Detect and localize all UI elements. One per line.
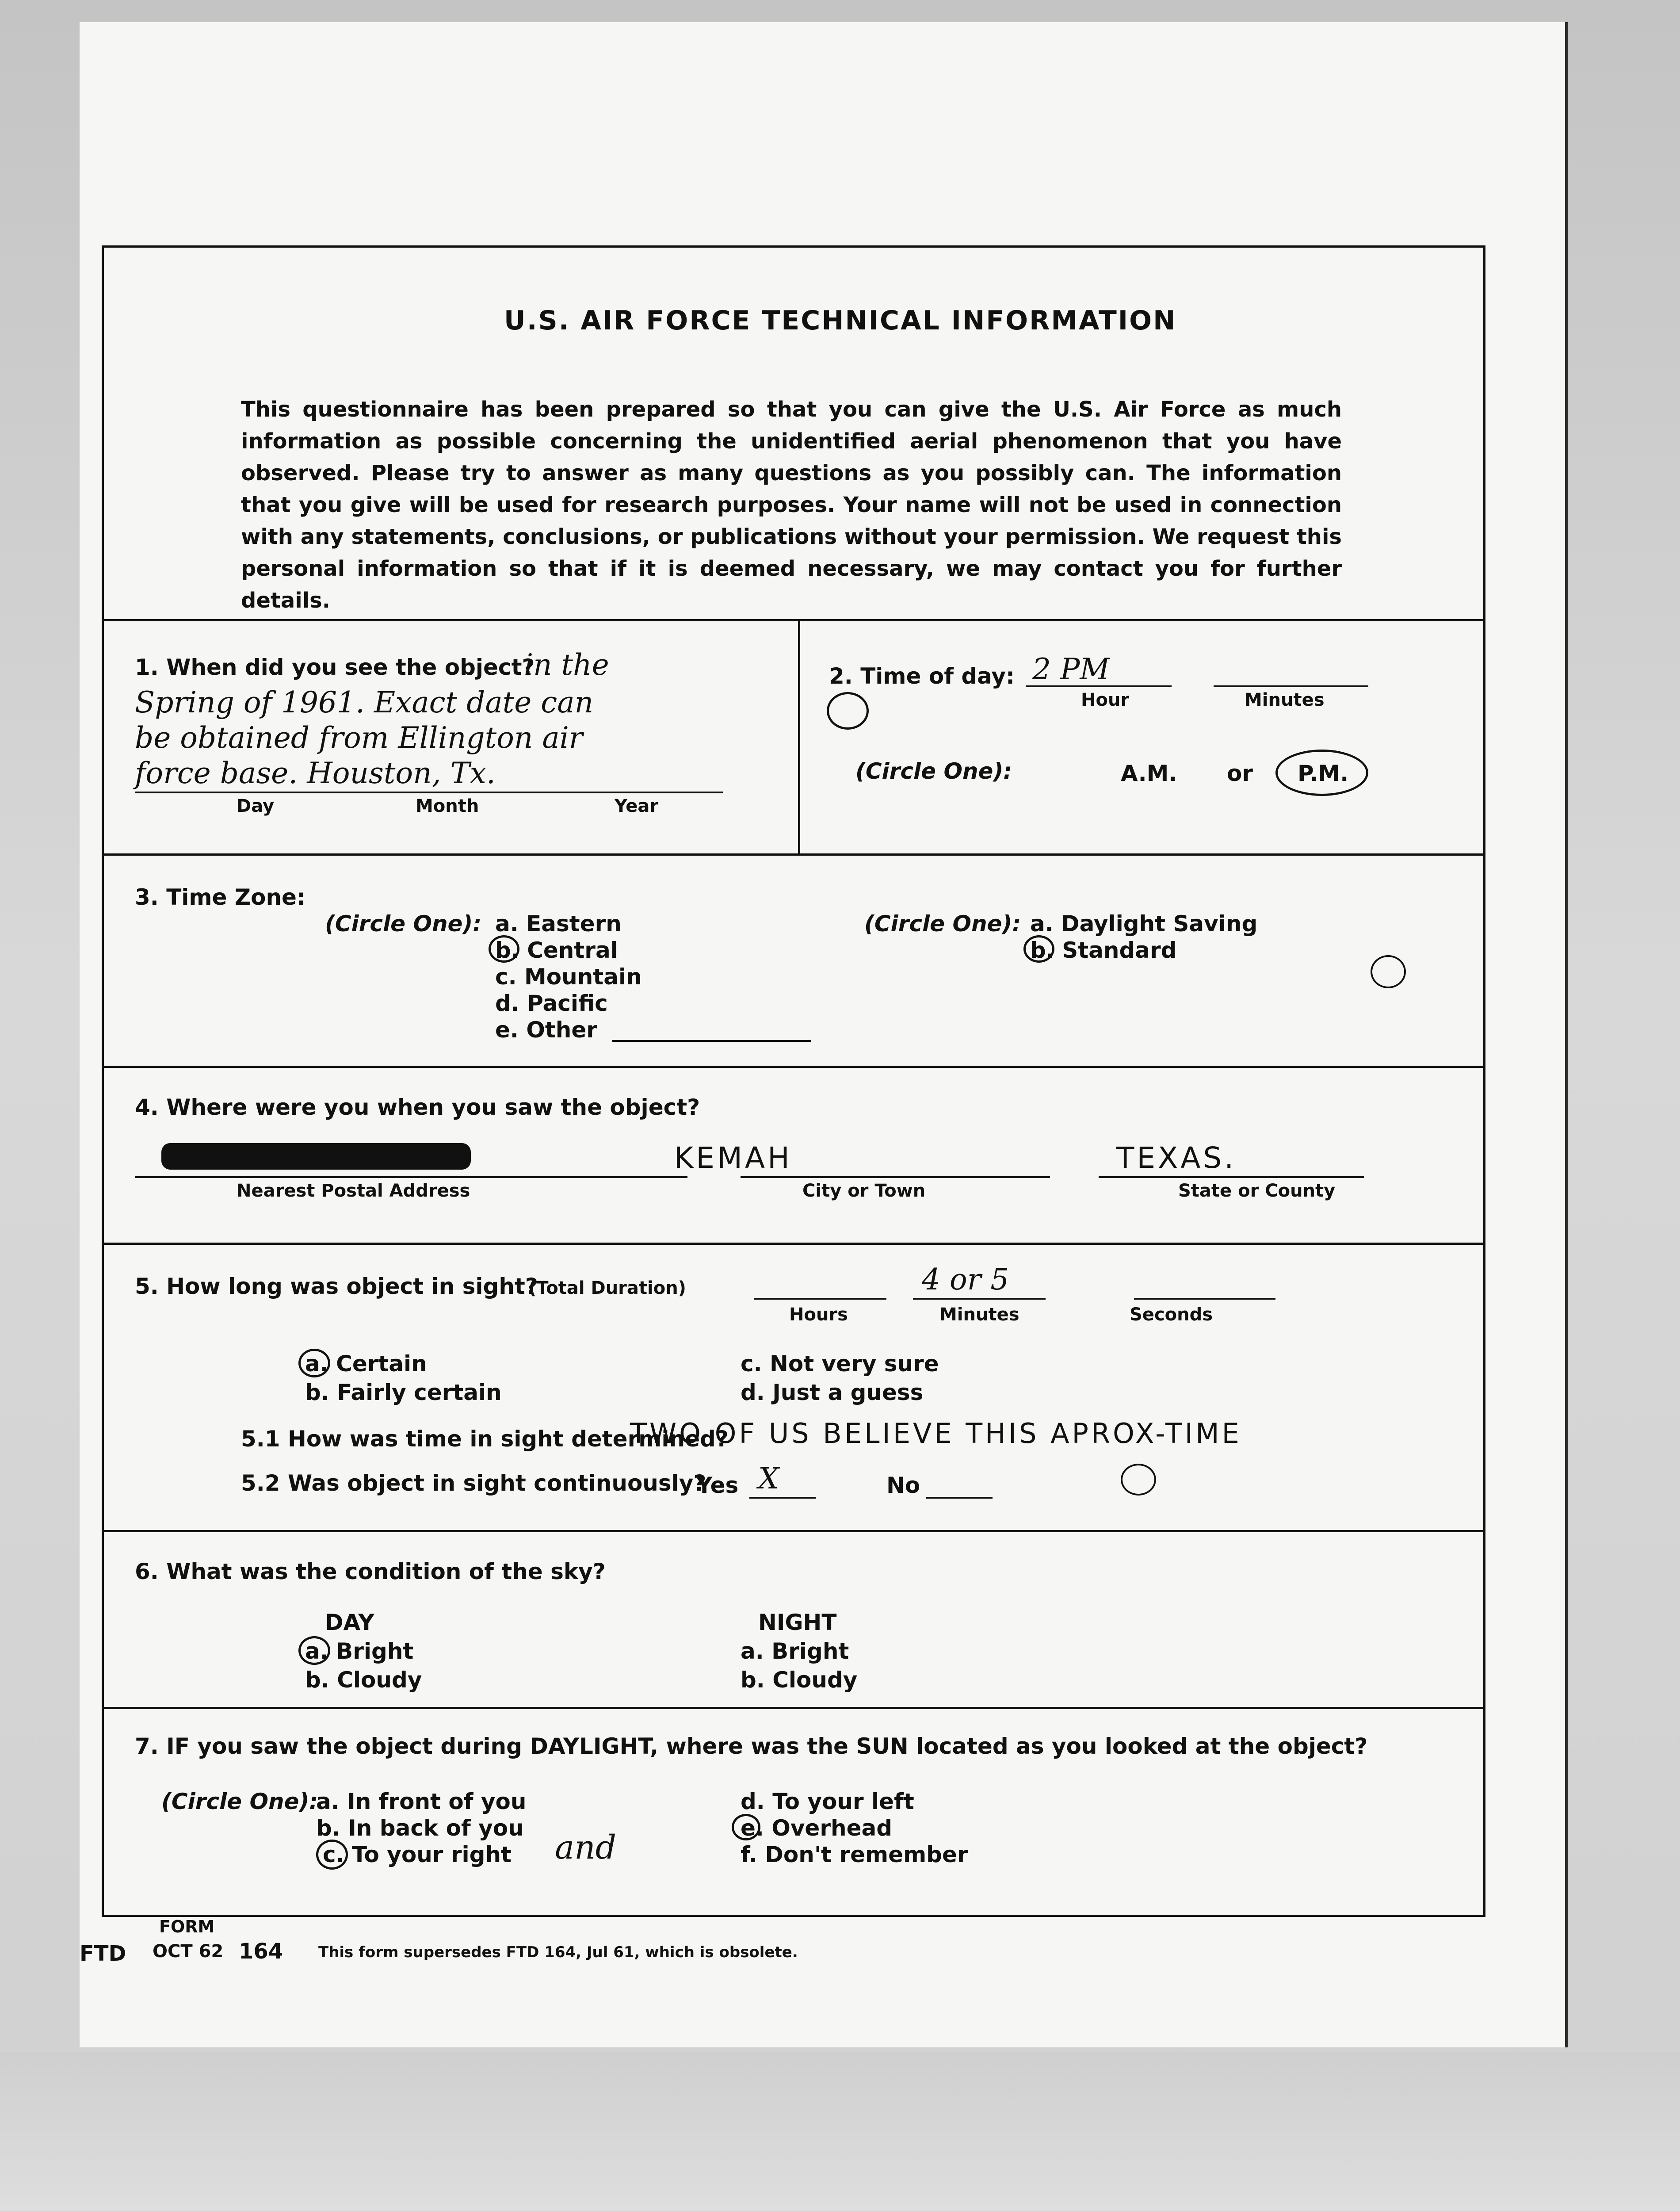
q3-option-other: e. Other [495,1017,597,1043]
q5-2-yes-line [749,1497,816,1499]
q6-day-heading: DAY [325,1610,374,1635]
q4-state-answer: TEXAS. [1116,1141,1237,1175]
q1-answer-line-1: in the [524,648,609,682]
q3-option-pacific: d. Pacific [495,991,608,1016]
footer-oct: OCT 62 [153,1941,224,1962]
q1-label-month: Month [416,796,479,816]
q5-minutes-line [913,1298,1046,1300]
divider [104,853,1483,856]
divider [104,1707,1483,1709]
q6-night-cloudy: b. Cloudy [741,1667,858,1693]
q5-2-no: No [886,1473,920,1498]
q5-option-fairly-certain: b. Fairly certain [305,1380,502,1405]
q2-answer-hour: 2 PM [1032,652,1110,686]
q3-option-standard: b. Standard [1030,937,1177,963]
q3-option-daylight-saving: a. Daylight Saving [1030,911,1258,937]
q2-am: A.M. [1121,761,1177,786]
q5-minutes-answer: 4 or 5 [922,1262,1009,1297]
q3-option-mountain: c. Mountain [495,964,642,990]
stray-circle-mark [1121,1464,1156,1496]
q5-2-question: 5.2 Was object in sight continuously? [241,1470,706,1496]
divider [104,1530,1483,1532]
q1-answer-line-2: Spring of 1961. Exact date can [135,685,594,719]
q4-label-address: Nearest Postal Address [237,1181,470,1201]
q5-label-minutes: Minutes [939,1304,1019,1325]
q5-2-yes-answer: X [758,1461,779,1496]
q4-label-state: State or County [1178,1181,1336,1201]
stray-circle-mark [1371,955,1406,988]
q3-other-line [612,1040,811,1042]
q5-option-certain: a. Certain [305,1351,427,1377]
q4-city-line [741,1176,1050,1178]
q2-hour-line [1026,685,1172,687]
form-title: U.S. AIR FORCE TECHNICAL INFORMATION [504,305,1177,336]
q6-night-heading: NIGHT [758,1610,837,1635]
q4-label-city: City or Town [802,1181,926,1201]
q3-circle-one-b: (Circle One): [864,911,1021,937]
q7-hand-and: and [555,1828,617,1867]
divider [798,619,800,853]
q2-label-minutes: Minutes [1245,690,1325,710]
q1-label-year: Year [615,796,659,816]
footer-note: This form supersedes FTD 164, Jul 61, which is obsolete. [318,1943,798,1961]
q5-1-answer: TWO OF US BELIEVE THIS APROX-TIME [630,1417,1242,1450]
q7-option-overhead: e. Overhead [741,1815,893,1841]
q1-question: 1. When did you see the object? [135,654,535,680]
q2-pm: P.M. [1298,761,1349,786]
q5-seconds-line [1134,1298,1275,1300]
q7-option-to-your-right: c. To your right [323,1842,512,1867]
q2-circle-one: (Circle One): [855,758,1012,784]
q7-option-in-back: b. In back of you [316,1815,524,1841]
divider [104,1243,1483,1245]
divider [104,1066,1483,1068]
q7-option-to-your-left: d. To your left [741,1789,914,1814]
q1-answer-line [135,792,723,793]
q4-address-line [135,1176,687,1178]
q5-label-hours: Hours [789,1304,848,1325]
q5-1-question: 5.1 How was time in sight determined? [241,1426,729,1452]
q2-question: 2. Time of day: [829,663,1015,689]
intro-paragraph: This questionnaire has been prepared so that you can give the U.S. Air Force as much information as possible concerning the unidentified aerial phenomenon that you have observed. Please try to answer as many questions as you possibly can. The information that you give will be used for research purposes. Your name will not be used in connection with any statements, conclusions, or publications without your permission. We request this personal information so that if it is deemed necessary, we may contact you for further details. [241,397,1342,613]
q5-label-seconds: Seconds [1130,1304,1213,1325]
q7-question: 7. IF you saw the object during DAYLIGHT, where was the SUN located as you looked at the object? [135,1733,1368,1759]
q4-city-answer: KEMAH [674,1141,792,1175]
q3-circle-one-a: (Circle One): [325,911,482,937]
footer-form-number: 164 [239,1939,283,1964]
q2-label-hour: Hour [1081,690,1130,710]
q5-question: 5. How long was object in sight? [135,1274,538,1299]
q5-hours-line [754,1298,886,1300]
scan-bottom-band [0,2052,1680,2211]
q6-night-bright: a. Bright [741,1638,849,1664]
q1-answer-line-3: be obtained from Ellington air [135,721,583,755]
q6-day-bright: a. Bright [305,1638,414,1664]
footer-ftd: FTD [80,1941,126,1966]
divider [104,619,1483,621]
q4-question: 4. Where were you when you saw the object? [135,1094,700,1120]
q1-label-day: Day [237,796,275,816]
q4-state-line [1099,1176,1364,1178]
q7-circle-one: (Circle One): [161,1789,318,1814]
q7-option-dont-remember: f. Don't remember [741,1842,968,1867]
q6-question: 6. What was the condition of the sky? [135,1559,606,1584]
redacted-address [161,1143,471,1170]
q7-option-in-front: a. In front of you [316,1789,527,1814]
q5-option-just-a-guess: d. Just a guess [741,1380,924,1405]
q5-total-duration: (Total Duration) [528,1278,686,1298]
q3-question: 3. Time Zone: [135,884,305,910]
stray-circle-mark [827,692,869,730]
q2-or: or [1227,761,1253,786]
q3-option-eastern: a. Eastern [495,911,622,937]
q1-answer-line-4: force base. Houston, Tx. [135,756,496,790]
questionnaire-form [102,245,1485,1917]
q3-option-central: b. Central [495,937,618,963]
q5-option-not-very-sure: c. Not very sure [741,1351,939,1377]
q5-2-yes: Yes [696,1473,739,1498]
q2-minutes-line [1214,685,1368,687]
footer-form-label: FORM [159,1917,215,1936]
q6-day-cloudy: b. Cloudy [305,1667,422,1693]
q5-2-no-line [926,1497,993,1499]
